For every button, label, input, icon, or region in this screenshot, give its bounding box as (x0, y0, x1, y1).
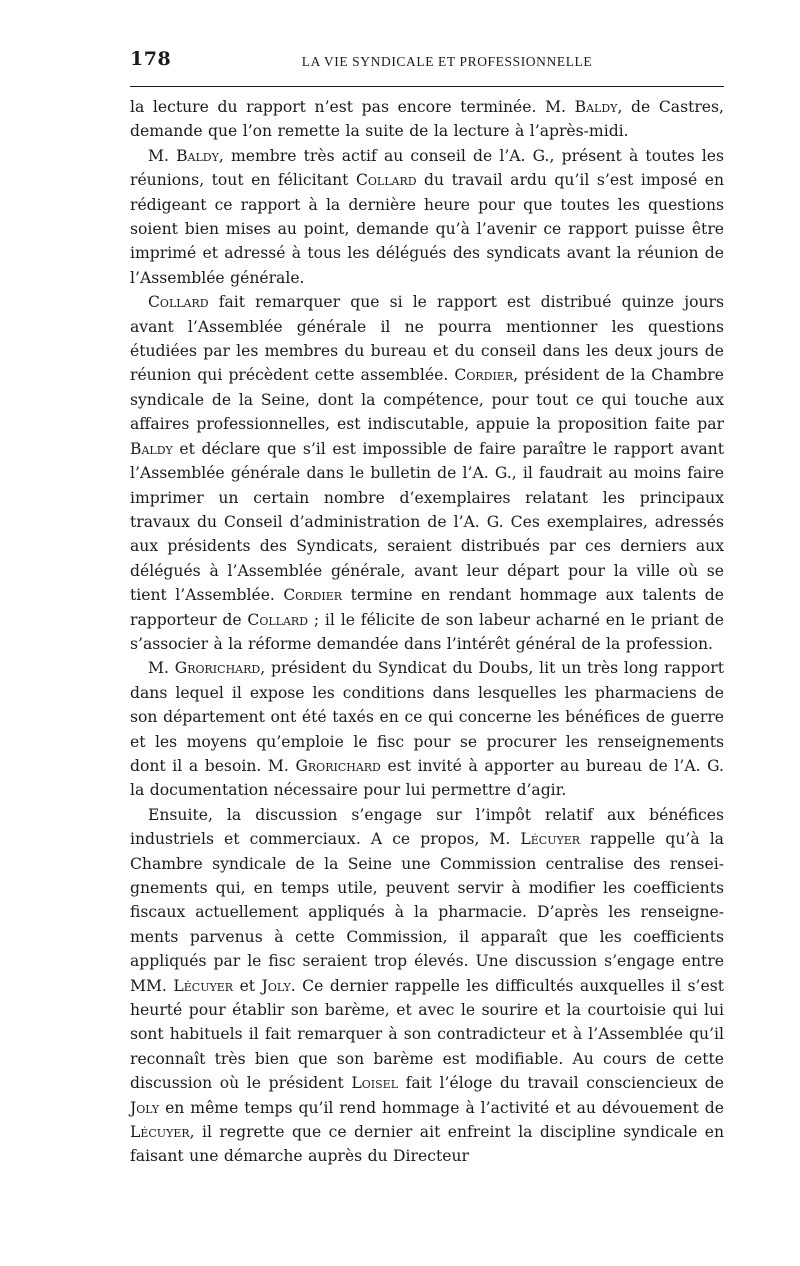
person-name: Grorichard (174, 659, 261, 678)
person-name: Grorichard (295, 756, 381, 775)
text-run: fait l’éloge du travail consciencieux de (398, 1074, 724, 1093)
person-name: Lécuyer (173, 976, 234, 995)
text-run: ; il le félicite de son labeur acharné en le priant de s’associer à la réforme demandée dans l’intérêt général de la profession. (130, 610, 724, 653)
person-name: Collard (355, 171, 417, 190)
paragraph (130, 656, 724, 802)
person-name: Collard (148, 293, 209, 312)
running-header (130, 46, 724, 74)
page-number: 178 (130, 48, 172, 70)
text-run: fait remarquer que si le rapport est distribué quinze jours avant l’Assemblée générale il ne pourra mentionner les questions étudiées par les membres du bureau et du conseil dans les deux jours de réunion qui précèdent cette assemblée. (130, 293, 724, 385)
body-text (130, 95, 724, 1169)
person-name: Loisel (351, 1074, 399, 1093)
text-run: , membre très actif au conseil de l’A. G., présent à toutes les réunions, tout en félicitant (130, 146, 724, 190)
text-run: et déclare que s’il est impossible de faire paraître le rapport avant l’Assemblée générale dans le bulletin de l’A. G., il faudrait au moins faire imprimer un certain nombre d’exemplaires relatant les principaux travaux du Conseil d’administration de l’A. G. Ces exemplaires, adressés aux présidents des Syndicats, seraient distribués par ces derniers aux délégués à l’Assemblée générale, avant leur départ pour la ville où se tient l’Assemblée. (130, 439, 724, 605)
text-run: est invité à apporter au bureau de l’A. G. la documentation nécessaire pour lui permettre d’agir. (130, 756, 725, 800)
text-run: M. (148, 146, 177, 165)
text-run: M. (148, 659, 175, 678)
text-run: , président de la Chambre syndicale de la Seine, dont la compétence, pour tout ce qui touche aux affaires professionnelles, est indiscutable, appuie la proposition faite par (130, 366, 724, 434)
person-name: Lécuyer (130, 1123, 190, 1142)
person-name: Baldy (176, 146, 219, 165)
text-run: du travail ardu qu’il s’est imposé en rédigeant ce rapport à la dernière heure pour que toutes les questions soient bien mises au point, demande qu’à l’avenir ce rapport puisse être imprimé et adressé à tous les délégués des syndicats avant la réunion de l’Assemblée générale. (130, 171, 724, 287)
paragraph (130, 144, 724, 290)
paragraph (130, 803, 724, 1169)
person-name: Lécuyer (520, 830, 581, 849)
text-run: en même temps qu’il rend hommage à l’activité et au dévouement de (159, 1098, 724, 1117)
header-rule (130, 86, 724, 87)
paragraph (130, 95, 724, 144)
person-name: Cordier (454, 366, 514, 385)
person-name: Baldy (574, 98, 618, 116)
text-run: et (233, 976, 262, 995)
text-run: , de Castres, demande que l’on remette la suite de la lecture à l’après-midi. (130, 98, 724, 141)
person-name: Joly (261, 976, 291, 995)
text-run: termine en rendant hommage aux talents de rapporteur de (130, 586, 724, 629)
text-run: . Ce dernier rappelle les difficultés auxquelles il s’est heurté pour établir son barème, et avec le sourire et la courtoisie qui lui sont habituels il fait remarquer à son contradicteur et à l’Assemblée qu’il reconnaît très bien que son barème est modifiable. Au cours de cette discussion où le président (130, 976, 724, 1093)
paragraph (130, 290, 724, 656)
person-name: Joly (130, 1098, 160, 1117)
text-run: Ensuite, la discussion s’engage sur l’impôt relatif aux bénéfices industriels et commerciaux. A ce propos, M. (130, 805, 724, 849)
person-name: Collard (247, 610, 309, 629)
person-name: Cordier (283, 586, 343, 605)
text-run: , il regrette que ce dernier ait enfreint la discipline syndicale en faisant une démarche auprès du Directeur (130, 1123, 724, 1166)
person-name: Baldy (130, 439, 173, 458)
text-run: , président du Syndicat du Doubs, lit un très long rapport dans lequel il expose les conditions dans lesquelles les pharmaciens de son département ont été taxés en ce qui concerne les bénéfices de guerre et les moyens qu’emploie le fisc pour se procurer les renseignements dont il a besoin. M. (130, 659, 724, 775)
text-run: la lecture du rapport n’est pas encore terminée. M. (130, 98, 575, 116)
running-title: LA VIE SYNDICALE ET PROFESSIONNELLE (301, 54, 593, 69)
text-run: rappelle qu’à la Chambre syndicale de la Seine une Commission centralise des renseignements qui, en temps utile, peuvent servir à modifier les coefficients fiscaux actuellement appliqués à la pharmacie. D’après les renseignements parvenus à cette Commission, il apparaît que les coefficients appliqués par le fisc seraient trop élevés. Une discussion s’engage entre MM. (130, 830, 724, 995)
